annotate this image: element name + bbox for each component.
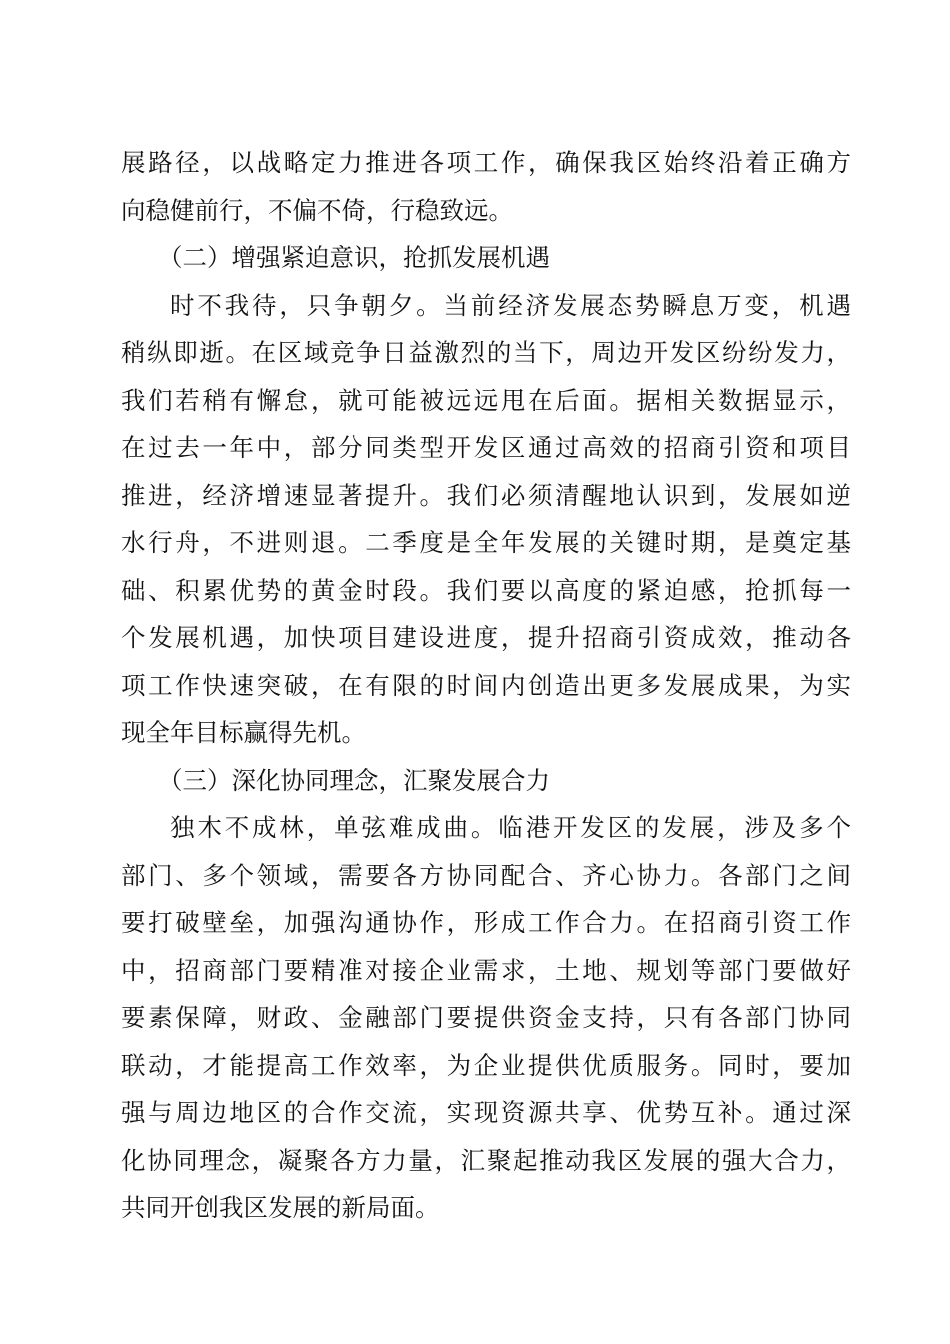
text-line: 要打破壁垒，加强沟通协作，形成工作合力。在招商引资工作 bbox=[121, 908, 851, 937]
text-line: 稍纵即逝。在区域竞争日益激烈的当下，周边开发区纷纷发力， bbox=[121, 338, 851, 367]
text-line: 展路径，以战略定力推进各项工作，确保我区始终沿着正确方 bbox=[121, 148, 851, 177]
section-heading: （二）增强紧迫意识，抢抓发展机遇 bbox=[158, 243, 550, 272]
text-line: 中，招商部门要精准对接企业需求，土地、规划等部门要做好 bbox=[121, 955, 851, 985]
text-line: 现全年目标赢得先机。 bbox=[121, 718, 366, 747]
text-line: 在过去一年中，部分同类型开发区通过高效的招商引资和项目 bbox=[121, 433, 851, 462]
text-line: 部门、多个领域，需要各方协同配合、齐心协力。各部门之间 bbox=[121, 860, 851, 890]
text-line: 要素保障，财政、金融部门要提供资金支持，只有各部门协同 bbox=[121, 1003, 851, 1032]
text-line: 水行舟，不进则退。二季度是全年发展的关键时期，是奠定基 bbox=[121, 528, 851, 557]
paragraph-first-line: 时不我待，只争朝夕。当前经济发展态势瞬息万变，机遇 bbox=[170, 290, 851, 320]
text-line: 向稳健前行，不偏不倚，行稳致远。 bbox=[121, 195, 513, 225]
text-line: 化协同理念，凝聚各方力量，汇聚起推动我区发展的强大合力， bbox=[121, 1145, 851, 1175]
text-line: 强与周边地区的合作交流，实现资源共享、优势互补。通过深 bbox=[121, 1098, 851, 1127]
paragraph-first-line: 独木不成林，单弦难成曲。临港开发区的发展，涉及多个 bbox=[170, 813, 851, 842]
text-line: 共同开创我区发展的新局面。 bbox=[121, 1193, 440, 1222]
document-body bbox=[121, 139, 851, 1232]
text-line: 项工作快速突破，在有限的时间内创造出更多发展成果，为实 bbox=[121, 670, 851, 700]
text-line: 础、积累优势的黄金时段。我们要以高度的紧迫感，抢抓每一 bbox=[121, 575, 851, 605]
text-line: 我们若稍有懈怠，就可能被远远甩在后面。据相关数据显示， bbox=[121, 385, 851, 415]
text-line: 推进，经济增速显著提升。我们必须清醒地认识到，发展如逆 bbox=[121, 480, 851, 510]
text-line: 个发展机遇，加快项目建设进度，提升招商引资成效，推动各 bbox=[121, 623, 851, 652]
section-heading: （三）深化协同理念，汇聚发展合力 bbox=[158, 765, 550, 795]
text-line: 联动，才能提高工作效率，为企业提供优质服务。同时，要加 bbox=[121, 1050, 851, 1080]
